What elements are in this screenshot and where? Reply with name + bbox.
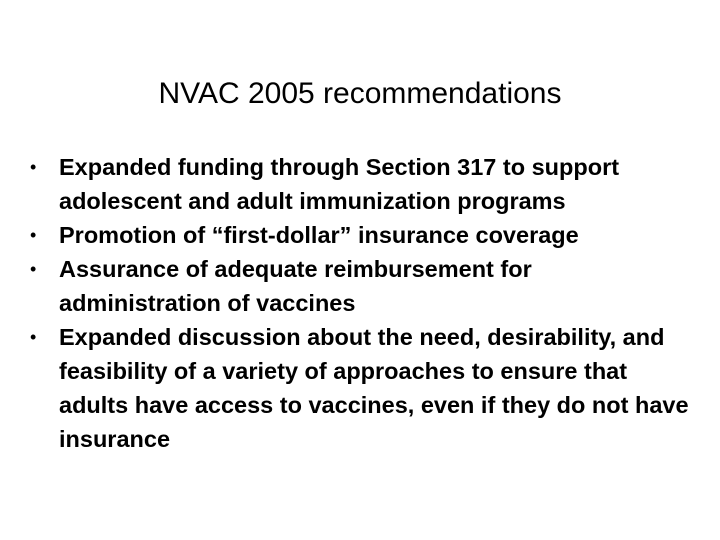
bullet-dot-icon: • [30,157,37,177]
bullet-list [30,150,700,456]
bullet-item [30,320,700,456]
bullet-dot-icon: • [30,327,37,347]
bullet-text: Expanded discussion about the need, desirability, and feasibility of a variety of approaches to ensure that adults have access to vaccines, even if they do not have insurance [59,324,689,452]
bullet-dot-icon: • [30,259,37,279]
bullet-item [30,252,700,320]
bullet-text: Expanded funding through Section 317 to support adolescent and adult immunization programs [59,154,620,214]
bullet-dot-icon: • [30,225,37,245]
bullet-text: Assurance of adequate reimbursement for administration of vaccines [59,256,532,316]
bullet-item [30,150,700,218]
slide-title: NVAC 2005 recommendations [158,77,562,110]
bullet-item [30,218,700,252]
bullet-text: Promotion of “first-dollar” insurance coverage [59,222,579,248]
